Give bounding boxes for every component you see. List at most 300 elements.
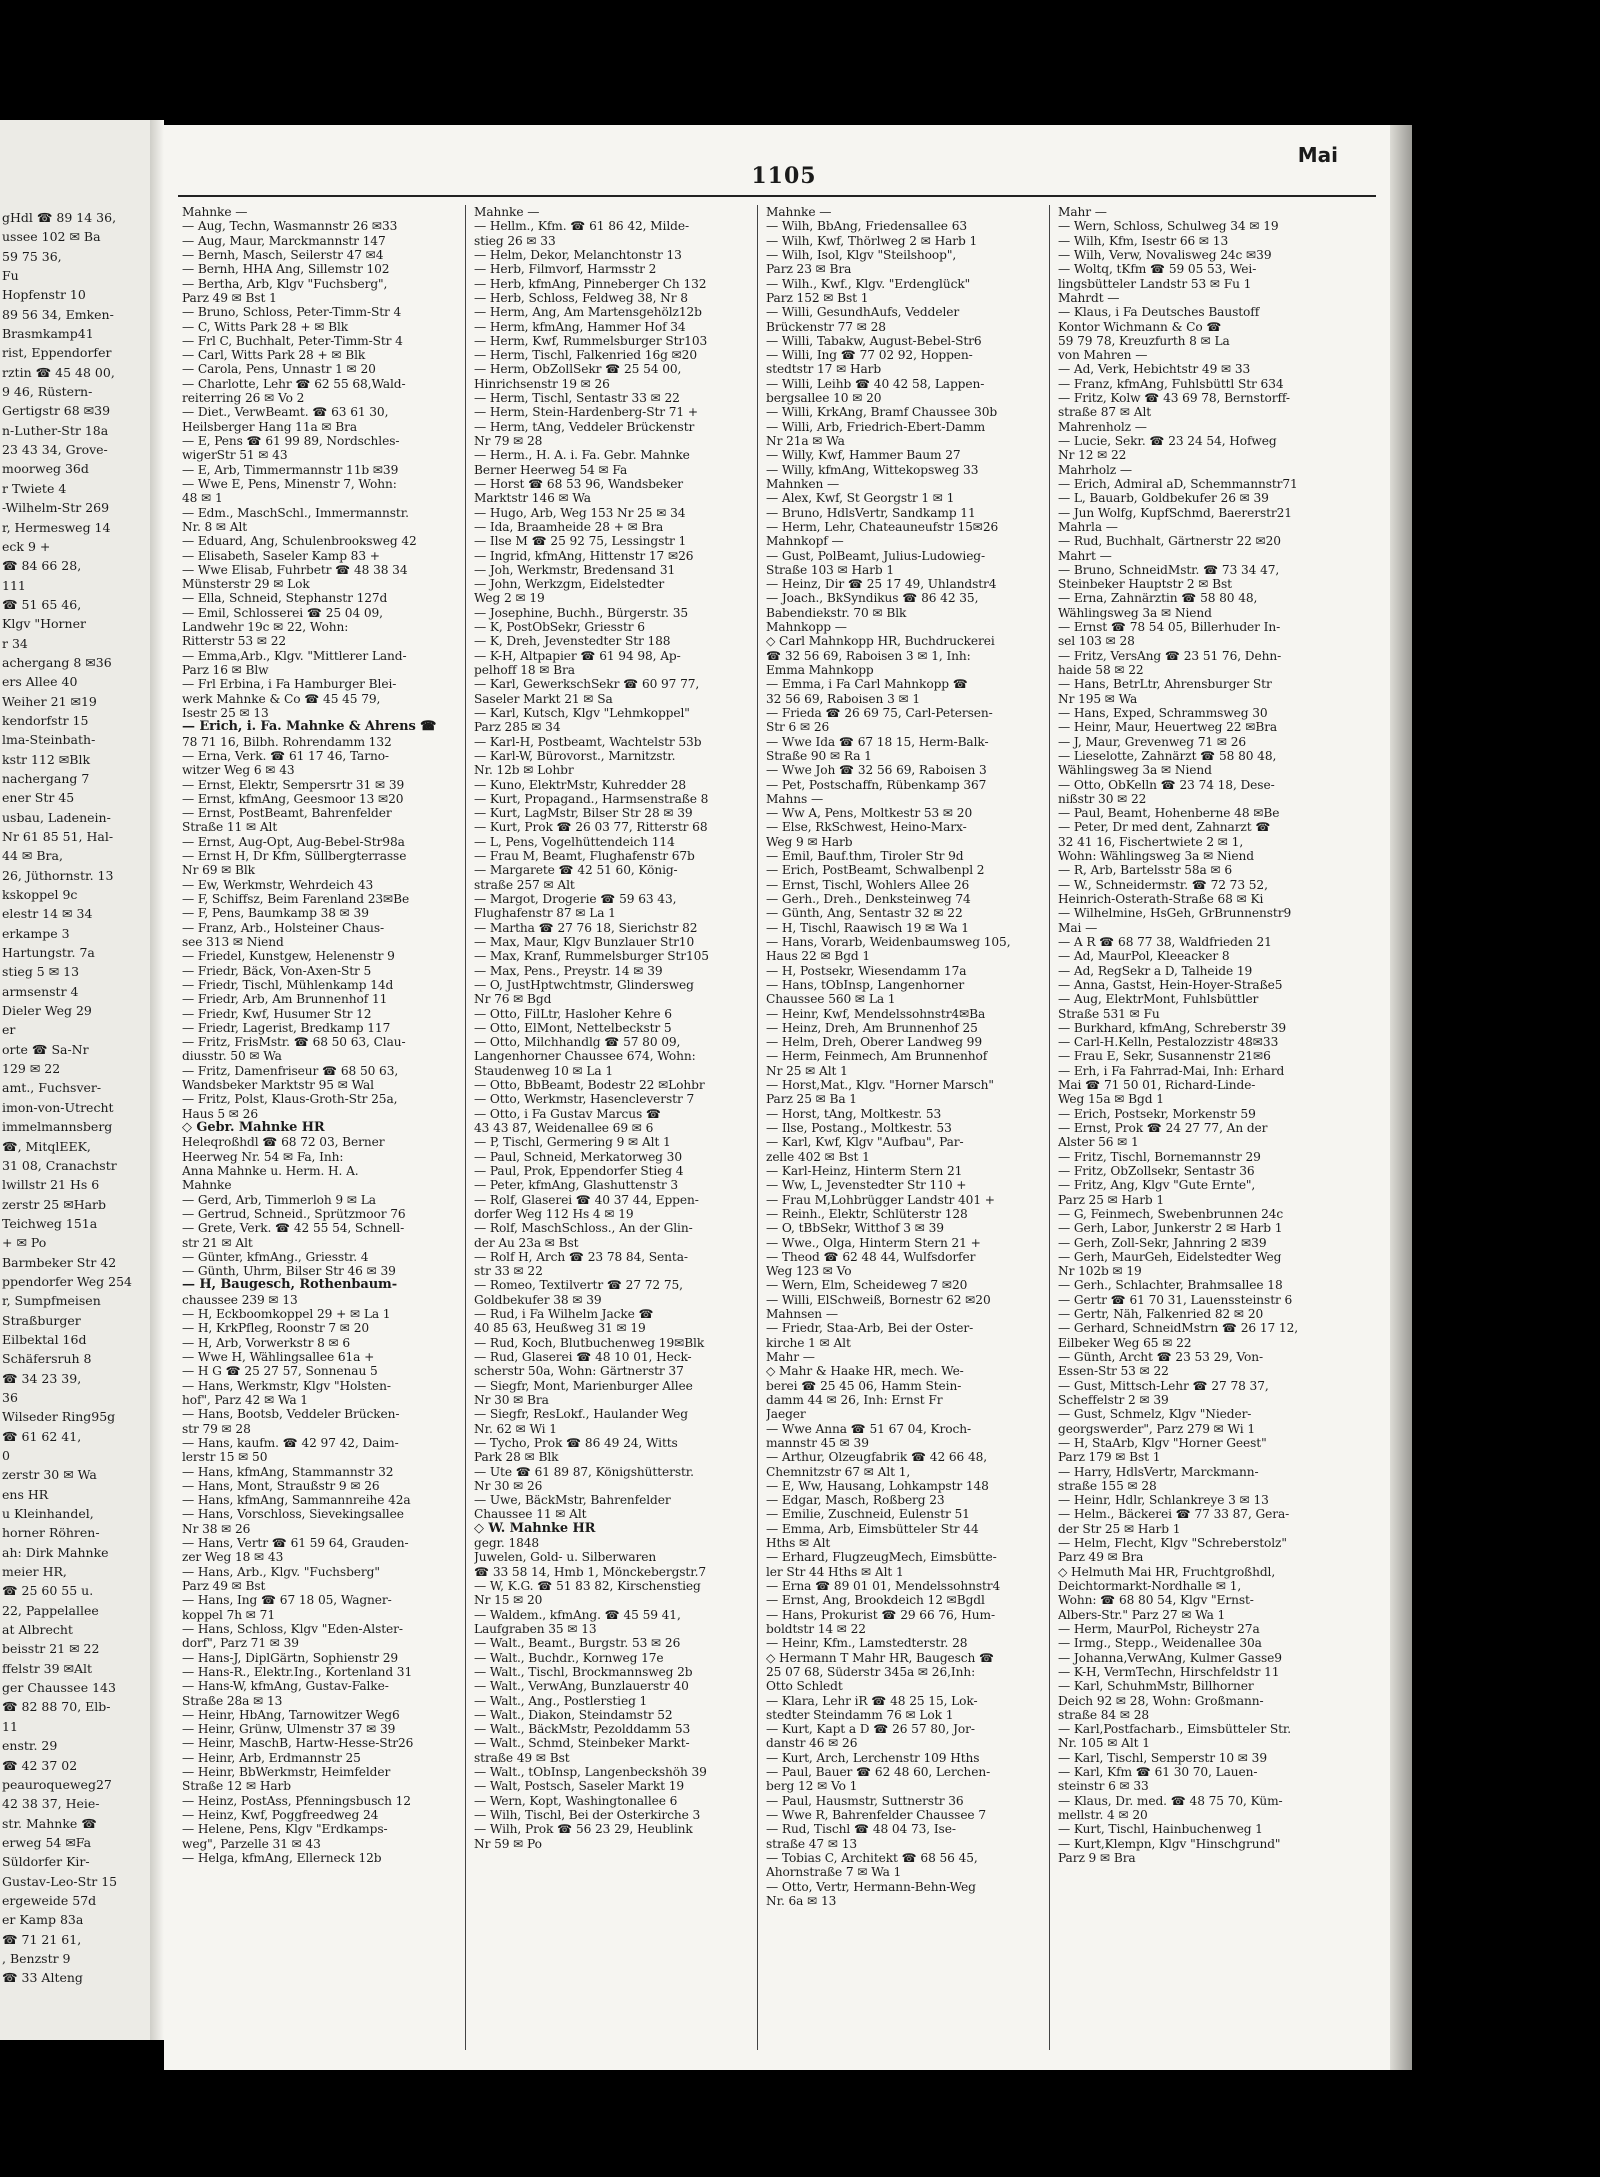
directory-entry-line: — Harry, HdlsVertr, Marckmann- — [1058, 1464, 1259, 1479]
directory-entry-line: Chaussee 560 ✉ La 1 — [766, 992, 896, 1007]
facing-page-line: zerstr 30 ✉ Wa — [2, 1467, 97, 1483]
facing-page-line: at Albrecht — [2, 1622, 73, 1638]
facing-page-line: kstr 112 ✉Blk — [2, 751, 91, 767]
facing-page-line: stieg 5 ✉ 13 — [2, 964, 80, 980]
directory-entry-line: — Herm, tAng, Veddeler Brückenstr — [474, 419, 695, 434]
directory-entry-line: — Elisabeth, Saseler Kamp 83 + — [182, 548, 380, 563]
directory-entry-line: — Joh, Werkmstr, Bredensand 31 — [474, 562, 676, 577]
directory-entry-line: Straße 103 ✉ Harb 1 — [766, 562, 895, 577]
directory-entry-line: 32 56 69, Raboisen 3 ✉ 1 — [766, 691, 921, 706]
directory-entry-line: 40 85 63, Heußweg 31 ✉ 19 — [474, 1321, 646, 1336]
directory-entry-line: — Ad, MaurPol, Kleeacker 8 — [1058, 949, 1230, 964]
directory-entry-line: Parz 285 ✉ 34 — [474, 720, 561, 735]
directory-entry-line: — Ernst, Ang, Brookdeich 12 ✉Bgdl — [766, 1593, 985, 1608]
directory-entry-line: — J, Maur, Grevenweg 71 ✉ 26 — [1058, 734, 1247, 749]
directory-entry-line: — Frau E, Sekr, Susannenstr 21✉6 — [1058, 1049, 1271, 1064]
directory-entry-line: pelhoff 18 ✉ Bra — [474, 663, 575, 677]
directory-entry-line: — Emma, Arb, Eimsbütteler Str 44 — [766, 1521, 979, 1536]
facing-page-line: kskoppel 9c — [2, 887, 78, 903]
directory-entry-line: see 313 ✉ Niend — [182, 934, 284, 949]
directory-entry-line: Flughafenstr 87 ✉ La 1 — [474, 906, 616, 921]
facing-page-line: rist, Eppendorfer — [2, 345, 112, 361]
directory-entry-line: — Otto, ObKelln ☎ 23 74 18, Dese- — [1058, 777, 1275, 792]
directory-entry-line: — K, Dreh, Jevenstedter Str 188 — [474, 634, 671, 649]
directory-entry-line: — Heinr, Kfm., Lamstedterstr. 28 — [766, 1636, 968, 1651]
directory-entry-line: — Paul, Bauer ☎ 62 48 60, Lerchen- — [766, 1765, 991, 1780]
directory-entry-line: — Emma,Arb., Klgv. "Mittlerer Land- — [182, 648, 407, 663]
directory-entry-line: Parz 9 ✉ Bra — [1058, 1850, 1136, 1865]
directory-entry-line: ◇ W. Mahnke HR — [474, 1521, 596, 1536]
directory-entry-line: — Heinz, Kwf, Poggfreedweg 24 — [182, 1808, 379, 1822]
directory-entry-line: Parz 23 ✉ Bra — [766, 262, 852, 277]
directory-entry-line: Münsterstr 29 ✉ Lok — [182, 577, 310, 592]
directory-entry-line: ◇ Carl Mahnkopp HR, Buchdruckerei — [766, 634, 995, 649]
directory-entry-line: 78 71 16, Bilbh. Rohrendamm 132 — [182, 734, 392, 749]
directory-entry-line: — Woltq, tKfm ☎ 59 05 53, Wei- — [1058, 262, 1257, 277]
directory-entry-line: — G, Feinmech, Swebenbrunnen 24c — [1058, 1206, 1284, 1221]
directory-entry-line: — Karl, SchuhmMstr, Billhorner — [1058, 1679, 1254, 1694]
directory-entry-line: — Fritz, Damenfriseur ☎ 68 50 63, — [182, 1063, 399, 1078]
directory-entry-line: stieg 26 ✉ 33 — [474, 233, 556, 248]
directory-entry-line: — Günter, kfmAng., Griesstr. 4 — [182, 1249, 369, 1264]
directory-entry-line: steinstr 6 ✉ 33 — [1058, 1779, 1149, 1794]
directory-entry-line: — Kuno, ElektrMstr, Kuhredder 28 — [474, 777, 687, 792]
directory-entry-line: — Wwe Joh ☎ 32 56 69, Raboisen 3 — [766, 763, 987, 778]
directory-entry-line: Nr 102b ✉ 19 — [1058, 1264, 1142, 1279]
directory-entry-line: — Herm, MaurPol, Richeystr 27a — [1058, 1621, 1260, 1636]
directory-entry-line: — W, K.G. ☎ 51 83 82, Kirschenstieg — [474, 1579, 701, 1593]
directory-entry-line: — Kurt, Propagand., Harmsenstraße 8 — [474, 791, 709, 806]
facing-page-line: Hopfenstr 10 — [2, 287, 86, 303]
facing-page-line: 9 46, Rüstern- — [2, 384, 93, 400]
directory-entry-line: — Herm, Tischl, Sentastr 33 ✉ 22 — [474, 391, 680, 406]
column-divider — [1049, 205, 1050, 2050]
directory-entry-line: — Erna, Zahnärztin ☎ 58 80 48, — [1058, 591, 1258, 606]
directory-entry-line: werk Mahnke & Co ☎ 45 45 79, — [182, 691, 381, 706]
directory-entry-line: — Carl-H.Kelln, Pestalozzistr 48✉33 — [1058, 1035, 1279, 1050]
directory-entry-line: — Hans-R., Elektr.Ing., Kortenland 31 — [182, 1664, 413, 1679]
directory-entry-line: — Hans, tObInsp, Langenhorner — [766, 977, 965, 992]
directory-entry-line: — Heinr, MaschB, Hartw-Hesse-Str26 — [182, 1736, 414, 1751]
facing-page-line: peauroqueweg27 — [2, 1776, 112, 1792]
directory-entry-line: — Heinr, Maur, Heuertweg 22 ✉Bra — [1058, 720, 1278, 735]
directory-entry-line: Weg 15a ✉ Bgd 1 — [1058, 1092, 1164, 1107]
directory-entry-line: — Kurt, Arch, Lerchenstr 109 Hths — [766, 1750, 980, 1765]
directory-entry-line: Mahrenholz — — [1058, 419, 1147, 434]
directory-entry-line: — Walt., Beamt., Burgstr. 53 ✉ 26 — [474, 1636, 681, 1651]
directory-entry-line: — Willi, KrkAng, Bramf Chaussee 30b — [766, 405, 998, 420]
facing-page-line: r, Sumpfmeisen — [2, 1293, 101, 1309]
directory-entry-line: danstr 46 ✉ 26 — [766, 1736, 858, 1751]
directory-entry-line: — Jun Wolfg, KupfSchmd, Baererstr21 — [1058, 505, 1292, 520]
facing-page-line: elestr 14 ✉ 34 — [2, 906, 93, 922]
directory-entry-line: — Carl, Witts Park 28 + ✉ Blk — [182, 348, 366, 363]
facing-page-line: ☎, MitqlEEK, — [2, 1138, 91, 1154]
directory-entry-line: — Aug, ElektrMont, Fuhlsbüttler — [1058, 992, 1259, 1007]
directory-entry-line: Straße 531 ✉ Fu — [1058, 1006, 1160, 1021]
facing-page-line: erkampe 3 — [2, 925, 70, 941]
directory-entry-line: — Hans, Exped, Schrammsweg 30 — [1058, 705, 1268, 720]
facing-page-line: -Wilhelm-Str 269 — [2, 500, 110, 516]
directory-entry-line: — Emma, i Fa Carl Mahnkopp ☎ — [766, 677, 968, 692]
directory-entry-line: mannstr 45 ✉ 39 — [766, 1435, 869, 1450]
directory-entry-line: Mai ☎ 71 50 01, Richard-Linde- — [1058, 1078, 1256, 1093]
directory-entry-line: — Herm, Kwf, Rummelsburger Str103 — [474, 333, 708, 348]
facing-page-line: 59 75 36, — [2, 248, 62, 264]
facing-page-line: nachergang 7 — [2, 770, 90, 786]
directory-entry-line: — Josephine, Buchh., Bürgerstr. 35 — [474, 605, 689, 620]
directory-entry-line: — Diet., VerwBeamt. ☎ 63 61 30, — [182, 405, 389, 420]
directory-entry-line: — H, Baugesch, Rothenbaum- — [182, 1278, 397, 1293]
directory-entry-line: — Erich, Postsekr, Morkenstr 59 — [1058, 1106, 1256, 1121]
directory-entry-line: Wandsbeker Marktstr 95 ✉ Wal — [182, 1078, 374, 1093]
facing-page-line: 42 38 37, Heie- — [2, 1796, 100, 1812]
directory-entry-line: Deich 92 ✉ 28, Wohn: Großmann- — [1058, 1693, 1264, 1708]
facing-page-line: 0 — [2, 1448, 10, 1463]
directory-entry-line: von Mahren — — [1058, 348, 1148, 363]
directory-entry-line: weg", Parzelle 31 ✉ 43 — [182, 1836, 321, 1851]
directory-entry-line: — Günth, Archt ☎ 23 53 29, Von- — [1058, 1350, 1264, 1364]
directory-entry-line: — Herm, ObZollSekr ☎ 25 54 00, — [474, 362, 682, 377]
directory-entry-line: Mahnsen — — [766, 1307, 838, 1322]
facing-page-line: Dieler Weg 29 — [2, 1003, 92, 1019]
directory-entry-line: Nr 195 ✉ Wa — [1058, 691, 1138, 706]
facing-page-line: achergang 8 ✉36 — [2, 654, 112, 670]
directory-entry-line: Wohn: ☎ 68 80 54, Klgv "Ernst- — [1058, 1593, 1254, 1608]
facing-page-line: 11 — [2, 1718, 18, 1734]
directory-entry-line: — Fritz, VersAng ☎ 23 51 76, Dehn- — [1058, 648, 1282, 663]
directory-entry-line: — O, tBbSekr, Witthof 3 ✉ 39 — [766, 1221, 944, 1236]
directory-entry-line: — Lieselotte, Zahnärzt ☎ 58 80 48, — [1058, 748, 1277, 763]
directory-entry-line: — Rud, Koch, Blutbuchenweg 19✉Blk — [474, 1335, 705, 1350]
directory-entry-line: — Pet, Postschaffn, Rübenkamp 367 — [766, 777, 987, 792]
directory-column-3 — [766, 205, 1041, 2065]
directory-entry-line: scherstr 50a, Wohn: Gärtnerstr 37 — [474, 1364, 684, 1379]
directory-entry-line: — Tycho, Prok ☎ 86 49 24, Witts — [474, 1435, 678, 1450]
directory-entry-line: Weg 9 ✉ Harb — [766, 834, 853, 849]
directory-entry-line: Mahnken — — [766, 476, 840, 491]
directory-entry-line: — Ernst, Tischl, Wohlers Allee 26 — [766, 877, 970, 892]
directory-entry-line: Heinrich-Osterath-Straße 68 ✉ Ki — [1058, 892, 1264, 906]
directory-entry-line: — Hans, Arb., Klgv. "Fuchsberg" — [182, 1564, 380, 1579]
facing-page-line: Süldorfer Kir- — [2, 1854, 90, 1870]
directory-entry-line: Heleqroßhdl ☎ 68 72 03, Berner — [182, 1135, 385, 1150]
directory-entry-line: — Helene, Pens, Klgv "Erdkamps- — [182, 1822, 388, 1837]
directory-entry-line: — Walt., Tischl, Brockmannsweg 2b — [474, 1664, 693, 1679]
directory-entry-line: — Franz, Arb., Holsteiner Chaus- — [182, 920, 385, 935]
directory-entry-line: mellstr. 4 ✉ 20 — [1058, 1808, 1148, 1822]
directory-entry-line: Mahnkopf — — [766, 534, 844, 549]
directory-entry-line: — Karl, Kwf, Klgv "Aufbau", Par- — [766, 1135, 964, 1150]
directory-entry-line: — W., Schneidermstr. ☎ 72 73 52, — [1058, 877, 1268, 892]
directory-entry-line: — Willi, Leihb ☎ 40 42 58, Lappen- — [766, 376, 985, 391]
directory-entry-line: Nr 79 ✉ 28 — [474, 434, 543, 448]
directory-entry-line: — Otto, BbBeamt, Bodestr 22 ✉Lohbr — [474, 1078, 705, 1093]
directory-entry-line: ◇ Helmuth Mai HR, Fruchtgroßhdl, — [1058, 1564, 1276, 1579]
directory-entry-line: — H, Tischl, Raawisch 19 ✉ Wa 1 — [766, 920, 969, 935]
directory-entry-line: Eilbeker Weg 65 ✉ 22 — [1058, 1335, 1192, 1350]
directory-entry-line: — F, Schiffsz, Beim Farenland 23✉Be — [182, 892, 410, 906]
directory-entry-line: — Friedr, Tischl, Mühlenkamp 14d — [182, 977, 394, 992]
facing-page-line: Barmbeker Str 42 — [2, 1254, 117, 1270]
facing-page-line: 22, Pappelallee — [2, 1602, 99, 1618]
directory-entry-line: — Franz, kfmAng, Fuhlsbüttl Str 634 — [1058, 376, 1284, 391]
directory-entry-line: — Helm, Dekor, Melanchtonstr 13 — [474, 247, 682, 262]
directory-entry-line: — Ernst ☎ 78 54 05, Billerhuder In- — [1058, 620, 1281, 635]
directory-entry-line: — Ernst, Elektr, Sempersrtr 31 ✉ 39 — [182, 777, 405, 792]
directory-entry-line: — Wilh, Prok ☎ 56 23 29, Heublink — [474, 1822, 693, 1837]
page-edge-shadow — [1390, 125, 1412, 2070]
directory-entry-line: — Erna, Verk. ☎ 61 17 46, Tarno- — [182, 748, 389, 763]
directory-entry-line: Nr. 105 ✉ Alt 1 — [1058, 1736, 1150, 1751]
directory-entry-line: — H, KrkPfleg, Roonstr 7 ✉ 20 — [182, 1321, 370, 1336]
directory-entry-line: — E, Ww, Hausang, Lohkampstr 148 — [766, 1478, 989, 1493]
directory-entry-line: — Klaus, i Fa Deutsches Baustoff — [1058, 305, 1260, 320]
facing-page-line: ☎ 34 23 39, — [2, 1370, 82, 1386]
directory-entry-line: — Peter, kfmAng, Glashuttenstr 3 — [474, 1178, 679, 1193]
directory-entry-line: — Walt., Schmd, Steinbeker Markt- — [474, 1736, 690, 1751]
directory-entry-line: — Karl, Kutsch, Klgv "Lehmkoppel" — [474, 705, 690, 720]
directory-entry-line: Mahr — — [766, 1350, 815, 1364]
directory-entry-line: zelle 402 ✉ Bst 1 — [766, 1149, 870, 1164]
directory-entry-line: — O, JustHptwchtmstr, Glindersweg — [474, 977, 694, 992]
directory-entry-line: — Ww, L, Jevenstedter Str 110 + — [766, 1178, 967, 1193]
directory-entry-line: — Fritz, Ang, Klgv "Gute Ernte", — [1058, 1178, 1256, 1193]
page-number: 1105 — [751, 163, 817, 189]
directory-entry-line: Alster 56 ✉ 1 — [1058, 1135, 1139, 1150]
directory-entry-line: — Friedr, Staa-Arb, Bei der Oster- — [766, 1321, 974, 1336]
directory-entry-line: — Charlotte, Lehr ☎ 62 55 68,Wald- — [182, 376, 406, 391]
directory-entry-line: — Willi, GesundhAufs, Veddeler — [766, 305, 960, 320]
facing-page-line: Schäfersruh 8 — [2, 1351, 92, 1367]
directory-entry-line: — Günth, Uhrm, Bilser Str 46 ✉ 39 — [182, 1264, 396, 1279]
directory-entry-line: Nr 30 ✉ 26 — [474, 1478, 543, 1493]
directory-entry-line: — Herm, Feinmech, Am Brunnenhof — [766, 1049, 988, 1064]
facing-page-line: lma-Steinbath- — [2, 732, 96, 748]
directory-entry-line: Straße 11 ✉ Alt — [182, 820, 278, 835]
directory-entry-line: — Willi, Arb, Friedrich-Ebert-Damm — [766, 419, 986, 434]
facing-page-line: Eilbektal 16d — [2, 1331, 87, 1347]
directory-entry-line: — Friedr, Bäck, Von-Axen-Str 5 — [182, 963, 372, 978]
facing-page-line: Brasmkamp41 — [2, 326, 94, 342]
directory-entry-line: ◇ Hermann T Mahr HR, Baugesch ☎ — [766, 1650, 995, 1665]
directory-entry-line: gegr. 1848 — [474, 1536, 540, 1551]
facing-page-line: ☎ 51 65 46, — [2, 596, 82, 612]
directory-entry-line: — Hans, Vorarb, Weidenbaumsweg 105, — [766, 934, 1011, 949]
directory-entry-line: — Theod ☎ 62 48 44, Wulfsdorfer — [766, 1249, 976, 1264]
directory-entry-line: — L, Pens, Vogelhüttendeich 114 — [474, 834, 675, 849]
directory-entry-line: Mai — — [1058, 920, 1098, 935]
column-divider — [757, 205, 758, 2050]
directory-entry-line: diusstr. 50 ✉ Wa — [182, 1049, 282, 1064]
directory-entry-line: Nr 69 ✉ Blk — [182, 863, 255, 878]
directory-entry-line: — Aug, Techn, Wasmannstr 26 ✉33 — [182, 219, 398, 234]
directory-entry-line: Staudenweg 10 ✉ La 1 — [474, 1063, 614, 1078]
directory-entry-line: — Walt., Diakon, Steindamstr 52 — [474, 1707, 673, 1722]
directory-entry-line: — Wwe Elisab, Fuhrbetr ☎ 48 38 34 — [182, 562, 408, 577]
facing-page-line: ens HR — [2, 1486, 49, 1502]
directory-entry-line: — Wilh, Tischl, Bei der Osterkirche 3 — [474, 1808, 701, 1822]
directory-entry-line: — Herb, kfmAng, Pinneberger Ch 132 — [474, 276, 707, 291]
directory-column-2 — [474, 205, 749, 2065]
directory-entry-line: — K-H, Altpapier ☎ 61 94 98, Ap- — [474, 648, 681, 663]
directory-entry-line: — Hans, kfmAng, Stammannstr 32 — [182, 1464, 394, 1479]
facing-page-line: ☎ 84 66 28, — [2, 558, 82, 574]
directory-entry-line: — A R ☎ 68 77 38, Waldfrieden 21 — [1058, 934, 1272, 949]
directory-entry-line: — R, Arb, Bartelsstr 58a ✉ 6 — [1058, 863, 1233, 878]
directory-entry-line: — Frau M, Beamt, Flughafenstr 67b — [474, 849, 695, 864]
facing-page-fragment — [0, 120, 150, 2040]
directory-entry-line: — Romeo, Textilvertr ☎ 27 72 75, — [474, 1278, 683, 1293]
directory-entry-line: — Ernst, PostBeamt, Bahrenfelder — [182, 806, 392, 821]
directory-entry-line: Mahr — — [1058, 205, 1107, 219]
directory-entry-line: — Lucie, Sekr. ☎ 23 24 54, Hofweg — [1058, 434, 1277, 448]
directory-entry-line: — Ad, Verk, Hebichtstr 49 ✉ 33 — [1058, 362, 1251, 377]
directory-entry-line: — Wwe., Olga, Hinterm Stern 21 + — [766, 1235, 981, 1250]
facing-page-line: orte ☎ Sa-Nr — [2, 1041, 89, 1057]
directory-entry-line: Weg 2 ✉ 19 — [474, 591, 545, 606]
directory-entry-line: — Wern, Elm, Scheideweg 7 ✉20 — [766, 1278, 968, 1293]
directory-entry-line: 59 79 78, Kreuzfurth 8 ✉ La — [1058, 333, 1230, 348]
directory-entry-line: — Wwe E, Pens, Minenstr 7, Wohn: — [182, 476, 397, 491]
running-headword: Mai — [1297, 143, 1338, 167]
facing-page-line: r, Hermesweg 14 — [2, 519, 111, 535]
directory-entry-line: Parz 49 ✉ Bst — [182, 1579, 266, 1593]
directory-entry-line: reiterring 26 ✉ Vo 2 — [182, 391, 305, 406]
directory-entry-line: — Frau M,Lohbrügger Landstr 401 + — [766, 1192, 995, 1207]
directory-entry-line: — Reinh., Elektr, Schlüterstr 128 — [766, 1206, 968, 1221]
directory-entry-line: — Johanna,VerwAng, Kulmer Gasse9 — [1058, 1650, 1282, 1665]
directory-entry-line: straße 84 ✉ 28 — [1058, 1707, 1150, 1722]
directory-entry-line: — Wilh, Kfm, Isestr 66 ✉ 13 — [1058, 233, 1229, 248]
directory-entry-line: Hinrichsenstr 19 ✉ 26 — [474, 376, 610, 391]
directory-entry-line: — Gertr ☎ 61 70 31, Lauenssteinstr 6 — [1058, 1292, 1293, 1307]
directory-entry-line: — Wilh, BbAng, Friedensallee 63 — [766, 219, 968, 234]
directory-entry-line: ☎ 32 56 69, Raboisen 3 ✉ 1, Inh: — [766, 648, 971, 663]
facing-page-line: amt., Fuchsver- — [2, 1080, 102, 1096]
facing-page-line: armsenstr 4 — [2, 983, 79, 999]
directory-entry-line: — Hans, Schloss, Klgv "Eden-Alster- — [182, 1621, 403, 1636]
directory-entry-line: — Kurt, Tischl, Hainbuchenweg 1 — [1058, 1822, 1263, 1837]
directory-entry-line: — Fritz, Polst, Klaus-Groth-Str 25a, — [182, 1092, 398, 1107]
facing-page-line: Gustav-Leo-Str 15 — [2, 1873, 118, 1889]
column-divider — [465, 205, 466, 2050]
facing-page-line: Teichweg 151a — [2, 1215, 98, 1231]
directory-entry-line: — Walt., BäckMstr, Pezolddamm 53 — [474, 1722, 691, 1737]
directory-entry-line: — Karl-W, Bürovorst., Marnitzstr. — [474, 748, 676, 763]
directory-entry-line: — Rud, Buchhalt, Gärtnerstr 22 ✉20 — [1058, 534, 1281, 549]
directory-entry-line: — Heinr, Grünw, Ulmenstr 37 ✉ 39 — [182, 1722, 396, 1737]
facing-page-line: Klgv "Horner — [2, 616, 86, 632]
directory-entry-line: straße 47 ✉ 13 — [766, 1836, 858, 1851]
directory-entry-line: — Helm, Flecht, Klgv "Schreberstolz" — [1058, 1536, 1287, 1551]
directory-entry-line: Haus 5 ✉ 26 — [182, 1106, 258, 1121]
directory-entry-line: — Irmg., Stepp., Weidenallee 30a — [1058, 1636, 1262, 1651]
facing-page-line: ☎ 42 37 02 — [2, 1757, 78, 1773]
directory-entry-line: — Joach., BkSyndikus ☎ 86 42 35, — [766, 591, 979, 606]
facing-page-line: , Benzstr 9 — [2, 1950, 71, 1966]
facing-page-line: r 34 — [2, 635, 28, 651]
directory-entry-line: Nr 59 ✉ Po — [474, 1836, 542, 1851]
directory-entry-line: Mahnke — — [474, 205, 540, 219]
directory-entry-line: — Karl-H, Postbeamt, Wachtelstr 53b — [474, 734, 702, 749]
directory-entry-line: Mahnke — — [182, 205, 248, 219]
directory-entry-line: — Friedr, Arb, Am Brunnenhof 11 — [182, 992, 388, 1007]
directory-entry-line: Nr 21a ✉ Wa — [766, 434, 845, 448]
directory-entry-line: — Hans-J, DiplGärtn, Sophienstr 29 — [182, 1650, 399, 1665]
directory-entry-line: — Willi, ElSchweiß, Bornestr 62 ✉20 — [766, 1292, 991, 1307]
directory-entry-line: — Klaus, Dr. med. ☎ 48 75 70, Küm- — [1058, 1793, 1283, 1808]
directory-entry-line: — Gust, PolBeamt, Julius-Ludowieg- — [766, 548, 986, 563]
directory-entry-line: — Heinz, Dreh, Am Brunnenhof 25 — [766, 1020, 978, 1035]
directory-entry-line: — Siegfr, ResLokf., Haulander Weg — [474, 1407, 688, 1422]
directory-entry-line: Nr. 12b ✉ Lohbr — [474, 763, 574, 778]
directory-entry-line: — Waldem., kfmAng. ☎ 45 59 41, — [474, 1607, 681, 1622]
directory-entry-line: ◇ Mahr & Haake HR, mech. We- — [766, 1364, 964, 1379]
directory-entry-line: Laufgraben 35 ✉ 13 — [474, 1621, 597, 1636]
directory-entry-line: straße 155 ✉ 28 — [1058, 1478, 1157, 1493]
directory-entry-line: — Wwe Ida ☎ 67 18 15, Herm-Balk- — [766, 734, 989, 749]
directory-entry-line: — Walt., Ang., Postlerstieg 1 — [474, 1693, 648, 1708]
directory-entry-line: Hths ✉ Alt — [766, 1536, 831, 1551]
directory-entry-line: stedter Steindamm 76 ✉ Lok 1 — [766, 1707, 954, 1722]
directory-entry-line: Mahrla — — [1058, 519, 1118, 534]
directory-entry-line: — H G ☎ 25 27 57, Sonnenau 5 — [182, 1364, 378, 1379]
directory-entry-line: — Herm, Lehr, Chateauneufstr 15✉26 — [766, 519, 999, 534]
directory-entry-line: — Ernst H, Dr Kfm, Süllbergterrasse — [182, 849, 407, 864]
directory-entry-line: — Paul, Prok, Eppendorfer Stieg 4 — [474, 1163, 684, 1178]
directory-entry-line: — Erich, i. Fa. Mahnke & Ahrens ☎ — [182, 720, 437, 735]
directory-entry-line: — Hans, kaufm. ☎ 42 97 42, Daim- — [182, 1435, 399, 1450]
directory-entry-line: — Kurt, Prok ☎ 26 03 77, Ritterstr 68 — [474, 820, 708, 835]
directory-entry-line: — Grete, Verk. ☎ 42 55 54, Schnell- — [182, 1221, 405, 1236]
directory-entry-line: — Wilh, Kwf, Thörlweg 2 ✉ Harb 1 — [766, 233, 978, 248]
directory-entry-line: — H, Eckboomkoppel 29 + ✉ La 1 — [182, 1307, 391, 1322]
directory-entry-line: — Erna ☎ 89 01 01, Mendelssohnstr4 — [766, 1579, 1001, 1593]
directory-entry-line: — Margot, Drogerie ☎ 59 63 43, — [474, 892, 677, 906]
directory-entry-line: — Margarete ☎ 42 51 60, König- — [474, 863, 678, 878]
directory-entry-line: — Fritz, Tischl, Bornemannstr 29 — [1058, 1149, 1261, 1164]
directory-entry-line: zer Weg 18 ✉ 43 — [182, 1550, 284, 1565]
directory-entry-line: — Herm., H. A. i. Fa. Gebr. Mahnke — [474, 448, 690, 463]
directory-entry-line: 43 43 87, Weidenallee 69 ✉ 6 — [474, 1121, 654, 1135]
directory-entry-line: — Otto, Milchhandlg ☎ 57 80 09, — [474, 1035, 681, 1050]
directory-entry-line: Nr 15 ✉ 20 — [474, 1593, 543, 1608]
facing-page-line: rztin ☎ 45 48 00, — [2, 364, 115, 380]
directory-entry-line: — Wilh., Kwf., Klgv. "Erdenglück" — [766, 276, 971, 291]
directory-entry-line: — Wern, Schloss, Schulweg 34 ✉ 19 — [1058, 219, 1279, 234]
facing-page-line: immelmannsberg — [2, 1119, 113, 1135]
directory-entry-line: Nr 30 ✉ Bra — [474, 1392, 549, 1407]
directory-entry-line: — Horst,Mat., Klgv. "Horner Marsch" — [766, 1078, 994, 1093]
directory-entry-line: — Uwe, BäckMstr, Bahrenfelder — [474, 1493, 671, 1508]
directory-entry-line: nißstr 30 ✉ 22 — [1058, 791, 1147, 806]
directory-entry-line: — Bernh, Masch, Seilerstr 47 ✉4 — [182, 247, 384, 262]
directory-entry-line: — Aug, Maur, Marckmannstr 147 — [182, 233, 386, 248]
directory-entry-line: — Heinr, BbWerkmstr, Heimfelder — [182, 1765, 391, 1780]
directory-entry-line: Straße 28a ✉ 13 — [182, 1693, 283, 1708]
directory-entry-line: — Emilie, Zuschneid, Eulenstr 51 — [766, 1507, 970, 1522]
directory-entry-line: — Hans, Bootsb, Veddeler Brücken- — [182, 1407, 400, 1422]
directory-entry-line: — Ella, Schneid, Stephanstr 127d — [182, 591, 388, 606]
directory-entry-line: — Walt, Postsch, Saseler Markt 19 — [474, 1779, 685, 1794]
directory-entry-line: lerstr 15 ✉ 50 — [182, 1450, 268, 1465]
directory-entry-line: — Rolf H, Arch ☎ 23 78 84, Senta- — [474, 1249, 688, 1264]
directory-entry-line: Mahrt — — [1058, 548, 1112, 563]
directory-entry-line: wigerStr 51 ✉ 43 — [182, 448, 288, 463]
facing-page-line: Fu — [2, 268, 19, 284]
directory-entry-line: Parz 49 ✉ Bra — [1058, 1550, 1144, 1565]
